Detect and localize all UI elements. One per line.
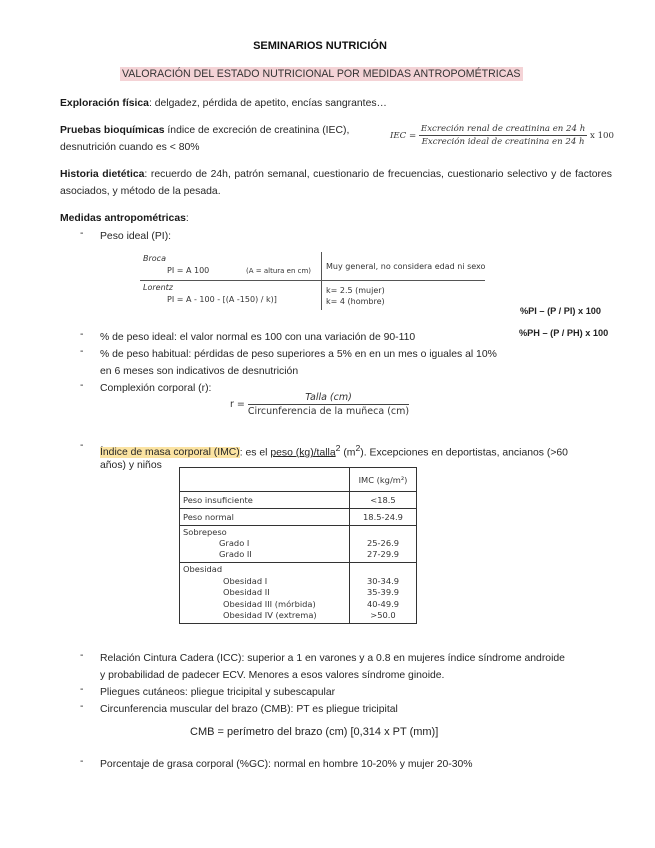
table-row <box>180 526 417 563</box>
pct-peso-ideal-text: % de peso ideal: el valor normal es 100 con una variación de 90-110 <box>100 332 416 343</box>
table-row <box>180 509 417 526</box>
r-fraction <box>248 392 409 417</box>
exploracion-text: : delgadez, pérdida de apetito, encías sangrantes… <box>148 98 387 109</box>
exploracion-paragraph <box>60 95 612 112</box>
iec-formula <box>390 124 614 147</box>
peso-table-vdivider <box>321 252 322 310</box>
lorentz-label: Lorentz <box>143 283 173 292</box>
imc-row-label: Peso normal <box>180 509 350 526</box>
k-hombre: k= 4 (hombre) <box>326 297 385 306</box>
pruebas-paragraph <box>60 122 378 139</box>
broca-note: (A = altura en cm) <box>246 267 312 275</box>
peso-ideal-label: Peso ideal (PI): <box>100 231 172 242</box>
obesidad-o1: Obesidad I <box>223 575 268 586</box>
medidas-colon: : <box>185 213 189 224</box>
k-mujer: k= 2.5 (mujer) <box>326 286 385 295</box>
obesidad-o4: Obesidad IV (extrema) <box>223 610 317 620</box>
table-row <box>180 563 417 624</box>
bullet-dash: - <box>80 329 84 340</box>
imc-text4: años) y niños <box>100 460 162 471</box>
medidas-heading <box>60 210 612 227</box>
bullet-dash: - <box>80 346 84 357</box>
imc-table-header: IMC (kg/m²) <box>350 468 417 492</box>
imc-highlight: Índice de masa corporal (IMC) <box>100 447 240 459</box>
bullet-dash: - <box>80 380 84 391</box>
bullet-dash: - <box>80 684 84 695</box>
bullet-dash: - <box>80 701 84 712</box>
imc-text3: ). Excepciones en deportistas, ancianos (>60 <box>360 447 568 459</box>
lorentz-formula: PI = A - 100 - [(A -150) / k)] <box>167 295 277 304</box>
obesidad-values <box>350 563 417 624</box>
pliegues-text: Pliegues cutáneos: pliegue tricipital y subescapular <box>100 687 336 698</box>
exploracion-label: Exploración física <box>60 98 149 109</box>
obesidad-v3: 40-49.9 <box>366 598 400 609</box>
medidas-label: Medidas antropométricas <box>60 213 186 224</box>
sobrepeso-g2: Grado II <box>219 549 252 559</box>
pruebas-label: Pruebas bioquímicas <box>60 125 165 136</box>
pruebas-text: índice de excreción de creatinina (IEC), <box>164 125 350 136</box>
sobrepeso-label: Sobrepeso <box>183 527 227 537</box>
imc-text2: (m <box>340 447 356 459</box>
pct-peso-habitual-text: % de peso habitual: pérdidas de peso superiores a 5% en en un mes o iguales al 10% <box>100 349 497 360</box>
pct-pi-formula: %PI – (P / PI) x 100 <box>520 306 602 316</box>
imc-row-label: Peso insuficiente <box>180 492 350 509</box>
section-subtitle: VALORACIÓN DEL ESTADO NUTRICIONAL POR MEDIDAS ANTROPOMÉTRICAS <box>122 68 521 80</box>
cmb-formula: CMB = perímetro del brazo (cm) [0,314 x PT (mm)] <box>190 726 439 738</box>
icc-text: Relación Cintura Cadera (ICC): superior a 1 en varones y a 0.8 en mujeres índice síndrome androide <box>100 653 565 664</box>
pct-peso-habitual-text2: en 6 meses son indicativos de desnutrición <box>100 366 299 377</box>
iec-multiplier: x 100 <box>590 131 614 141</box>
bullet-dash: - <box>80 756 84 767</box>
obesidad-v2: 35-39.9 <box>366 587 400 597</box>
historia-paragraph <box>60 166 612 200</box>
obesidad-label: Obesidad <box>183 564 223 574</box>
page-title: SEMINARIOS NUTRICIÓN <box>253 40 387 52</box>
broca-comment: Muy general, no considera edad ni sexo <box>326 262 486 271</box>
sobrepeso-g1: Grado I <box>219 538 250 548</box>
peso-table-divider <box>140 280 485 281</box>
imc-underline: peso (kg)/talla <box>270 447 336 459</box>
bullet-dash: - <box>80 650 84 661</box>
broca-formula: PI = A 100 <box>167 266 210 275</box>
sobrepeso-v2: 27-29.9 <box>366 549 400 559</box>
r-numerator: Talla (cm) <box>248 392 409 405</box>
iec-fraction <box>419 124 587 147</box>
bullet-dash: - <box>80 440 84 451</box>
imc-table <box>179 467 417 624</box>
r-lhs: r = <box>230 399 245 410</box>
obesidad-o3: Obesidad III (mórbida) <box>223 598 316 609</box>
historia-label: Historia dietética <box>60 169 145 180</box>
iec-lhs: IEC = <box>390 131 417 141</box>
obesidad-v1: 30-34.9 <box>366 575 400 586</box>
complexion-label: Complexión corporal (r): <box>100 383 212 394</box>
grasa-corporal-text: Porcentaje de grasa corporal (%GC): normal en hombre 10-20% y mujer 20-30% <box>100 759 473 770</box>
imc-table-header-row <box>180 468 417 492</box>
imc-table-corner <box>180 468 350 492</box>
sobrepeso-cell <box>180 526 350 563</box>
obesidad-cell <box>180 563 350 624</box>
broca-label: Broca <box>143 254 166 263</box>
circunferencia-text: Circunferencia muscular del brazo (CMB): PT es pliegue tricipital <box>100 704 398 715</box>
imc-sup2: 2 <box>355 443 361 453</box>
imc-sup: 2 <box>335 443 341 453</box>
table-row <box>180 492 417 509</box>
pct-ph-formula: %PH – (P / PH) x 100 <box>519 328 609 338</box>
bullet-dash: - <box>80 228 84 239</box>
pruebas-text2: desnutrición cuando es < 80% <box>60 142 200 153</box>
iec-numerator: Excreción renal de creatinina en 24 h <box>420 124 586 134</box>
imc-text1: : es el <box>239 447 271 459</box>
imc-row-value: 18.5-24.9 <box>350 509 417 526</box>
icc-text2: y probabilidad de padecer ECV. Menores a esos valores síndrome ginoide. <box>100 670 445 681</box>
sobrepeso-values <box>350 526 417 563</box>
historia-text: : recuerdo de 24h, patrón semanal, cuestionario de frecuencias, cuestionario selectivo y de factores asociados, y método de la pesada. <box>60 169 612 197</box>
iec-denominator: Excreción ideal de creatinina en 24 h <box>421 137 585 147</box>
obesidad-o2: Obesidad II <box>223 587 270 597</box>
obesidad-v4: >50.0 <box>370 610 396 620</box>
imc-row-value: <18.5 <box>350 492 417 509</box>
sobrepeso-v1: 25-26.9 <box>366 538 400 548</box>
r-denominator: Circunferencia de la muñeca (cm) <box>247 406 410 417</box>
complexion-formula <box>230 392 409 417</box>
